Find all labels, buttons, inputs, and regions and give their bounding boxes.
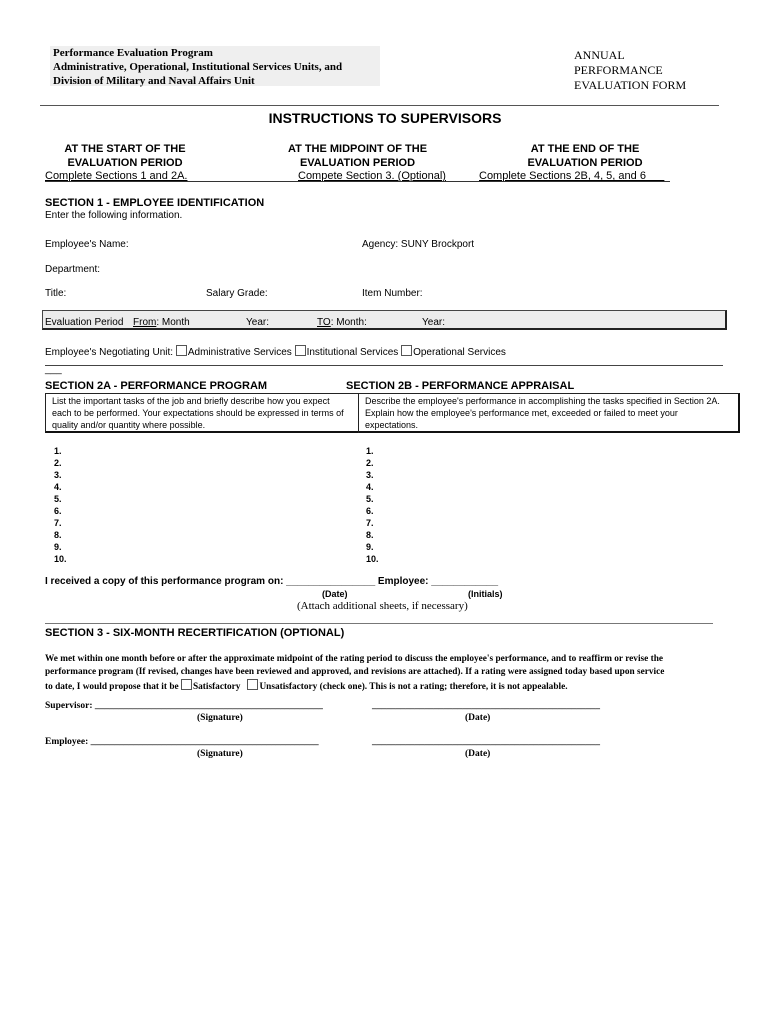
title-label: Title:: [45, 288, 67, 299]
instructions-underline: [45, 181, 670, 182]
instruction-start-note: Complete Sections 1 and 2A.: [45, 170, 188, 182]
instruction-start: [45, 142, 205, 170]
employee-signature-line[interactable]: Employee: ________________________________________________: [45, 737, 319, 747]
supervisor-date-label: (Date): [465, 713, 491, 723]
instruction-end-note: Complete Sections 2B, 4, 5, and 6___: [479, 170, 665, 182]
section2b-instructions: Describe the employee's performance in accomplishing the tasks specified in Section 2A. Explain how the employee's performance met, exceeded or failed to meet your expectations.: [365, 396, 720, 430]
instruction-heading: EVALUATION PERIOD: [299, 157, 416, 169]
program-header: [50, 46, 380, 86]
instruction-heading: AT THE END OF THE: [530, 143, 640, 155]
receipt-initials-label: (Initials): [468, 589, 503, 599]
employee-name-label: Employee's Name:: [45, 239, 129, 250]
instruction-heading: AT THE START OF THE: [64, 143, 186, 155]
attach-note: (Attach additional sheets, if necessary): [297, 600, 468, 612]
section1-subtitle: Enter the following information.: [45, 210, 183, 221]
to-year-label: Year:: [422, 317, 445, 328]
supervisor-signature-line[interactable]: Supervisor: ________________________________________________: [45, 701, 323, 711]
appraisal-number: 2.: [366, 458, 374, 468]
period-to: [317, 317, 367, 328]
instruction-heading: AT THE MIDPOINT OF THE: [287, 143, 428, 155]
satisfactory-label: Satisfactory: [192, 682, 241, 692]
task-number: 1.: [54, 446, 62, 456]
section1-divider: [45, 365, 723, 366]
task-number: 5.: [54, 494, 62, 504]
task-number: 9.: [54, 542, 62, 552]
program-line: Division of Military and Naval Affairs Unit: [53, 75, 255, 87]
section3-text-line: We met within one month before or after the approximate midpoint of the rating period to discuss the employee's performance, and to reaffirm or revise the: [45, 654, 663, 664]
appraisal-number: 8.: [366, 530, 374, 540]
appraisal-number: 7.: [366, 518, 374, 528]
section3-text-line: performance program (If revised, changes have been reviewed and approved, and revisions are attached). If a rating were assigned today based upon service: [45, 667, 665, 677]
to-month-label: : Month:: [330, 317, 367, 328]
employee-signature-label: (Signature): [197, 749, 243, 759]
admin-services-checkbox[interactable]: [176, 345, 187, 356]
section2a-title: SECTION 2A - PERFORMANCE PROGRAM: [45, 380, 268, 392]
task-number: 10.: [54, 554, 67, 564]
evaluation-period-label: Evaluation Period: [45, 317, 124, 328]
section3-paragraph: [45, 653, 725, 694]
salary-grade-label: Salary Grade:: [206, 288, 268, 299]
instructions-title: INSTRUCTIONS TO SUPERVISORS: [268, 110, 502, 126]
instruction-end: [510, 142, 660, 170]
from-month-label: : Month: [156, 317, 190, 328]
appraisal-number: 3.: [366, 470, 374, 480]
unsatisfactory-label: Unsatisfactory (check one). This is not a rating; therefore, it is not appealable.: [259, 682, 568, 692]
task-number: 6.: [54, 506, 62, 516]
supervisor-date-line[interactable]: ________________________________________________: [372, 701, 600, 711]
employee-date-line[interactable]: ________________________________________________: [372, 737, 600, 747]
receipt-line: I received a copy of this performance program on: ________________ Employee: ____________: [45, 576, 499, 587]
operational-services-checkbox[interactable]: [401, 345, 412, 356]
receipt-date-label: (Date): [322, 589, 348, 599]
form-title-line: EVALUATION FORM: [574, 78, 687, 92]
appraisal-number: 6.: [366, 506, 374, 516]
section3-title: SECTION 3 - SIX-MONTH RECERTIFICATION (OPTIONAL): [45, 627, 345, 639]
section2b-title: SECTION 2B - PERFORMANCE APPRAISAL: [346, 380, 575, 392]
appraisal-number: 4.: [366, 482, 374, 492]
task-number: 7.: [54, 518, 62, 528]
section2-box-divider: [358, 393, 359, 433]
instruction-midpoint: [270, 142, 445, 170]
satisfactory-checkbox[interactable]: [181, 679, 192, 690]
appraisal-number: 1.: [366, 446, 374, 456]
negotiating-unit-label: Employee's Negotiating Unit:: [45, 347, 174, 358]
unsatisfactory-checkbox[interactable]: [247, 679, 258, 690]
negotiating-unit-row: [45, 345, 506, 358]
task-number: 2.: [54, 458, 62, 468]
instruction-heading: EVALUATION PERIOD: [67, 157, 183, 169]
appraisal-number: 10.: [366, 554, 379, 564]
item-number-label: Item Number:: [362, 288, 423, 299]
form-title-line: PERFORMANCE: [574, 63, 663, 77]
task-number: 8.: [54, 530, 62, 540]
agency-label: Agency: SUNY Brockport: [362, 239, 475, 250]
task-number: 4.: [54, 482, 62, 492]
section2b-numbers: [366, 445, 379, 565]
form-title: [574, 48, 686, 93]
section3-text-line: [45, 679, 725, 694]
section2-divider: [45, 623, 713, 624]
institutional-services-label: Institutional Services: [306, 347, 399, 358]
instruction-heading: EVALUATION PERIOD: [527, 157, 643, 169]
section1-title: SECTION 1 - EMPLOYEE IDENTIFICATION: [45, 197, 265, 209]
employee-date-label: (Date): [465, 749, 491, 759]
from-year-label: Year:: [246, 317, 269, 328]
section2a-instructions: List the important tasks of the job and briefly describe how you expect each to be performed. Your expectations should be expressed in terms of quality and/or quantity where possible.: [52, 396, 344, 430]
appraisal-number: 9.: [366, 542, 374, 552]
program-line: Performance Evaluation Program: [53, 47, 213, 59]
instruction-midpoint-note: Compete Section 3. (Optional): [298, 170, 446, 182]
header-divider: [40, 105, 719, 106]
stray-underline: ___: [45, 364, 62, 375]
appraisal-number: 5.: [366, 494, 374, 504]
period-from: [133, 317, 190, 328]
form-title-line: ANNUAL: [574, 48, 625, 62]
admin-services-label: Administrative Services: [187, 347, 292, 358]
supervisor-signature-label: (Signature): [197, 713, 243, 723]
to-label: TO: [317, 317, 331, 328]
operational-services-label: Operational Services: [413, 347, 506, 358]
section2a-numbers: [54, 445, 67, 565]
department-label: Department:: [45, 264, 101, 275]
institutional-services-checkbox[interactable]: [295, 345, 306, 356]
section3-text: to date, I would propose that it be: [45, 682, 179, 692]
program-line: Administrative, Operational, Institutional Services Units, and: [53, 61, 343, 73]
from-label: From: [133, 317, 157, 328]
task-number: 3.: [54, 470, 62, 480]
